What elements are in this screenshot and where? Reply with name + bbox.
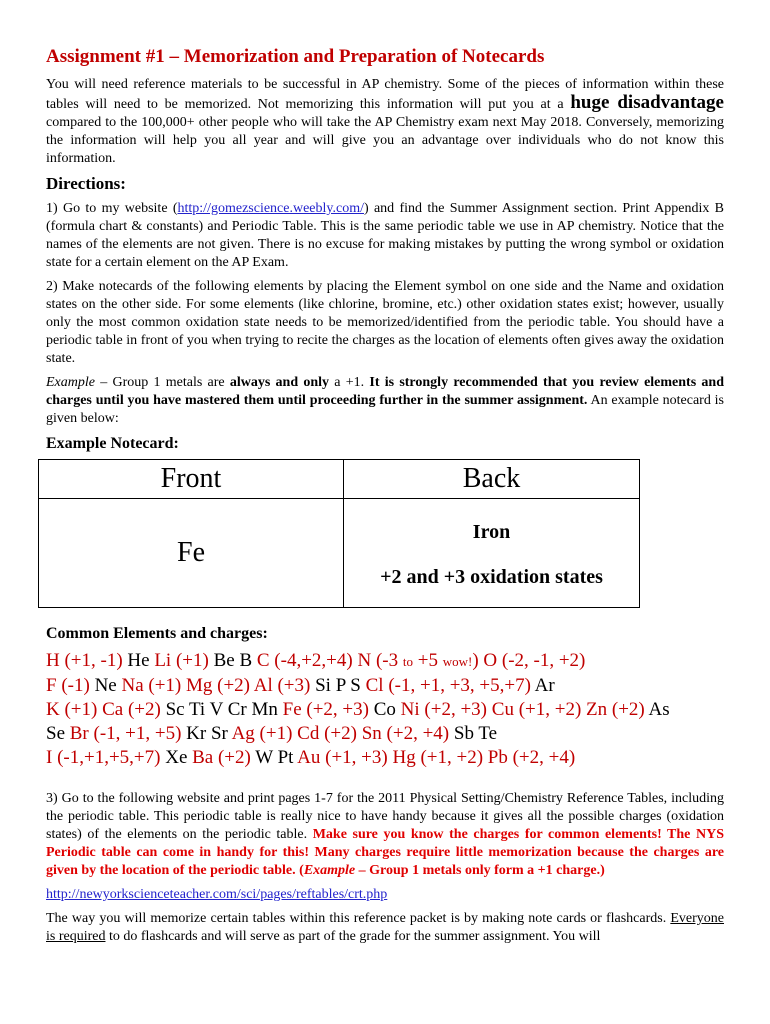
front-header: Front bbox=[39, 460, 344, 499]
element-segment: Li (+1) bbox=[154, 650, 209, 671]
intro-emphasis: huge disadvantage bbox=[570, 92, 724, 113]
element-segment: C (-4,+2,+4) bbox=[256, 650, 353, 671]
document-content bbox=[46, 46, 724, 952]
element-segment: ) bbox=[472, 650, 479, 671]
element-segment: Ni (+2, +3) bbox=[400, 699, 488, 720]
element-segment: Si P S bbox=[310, 675, 366, 696]
final-paragraph bbox=[46, 910, 724, 946]
final-text-2: to do flashcards and will serve as part of the grade for the summer assignment. You will bbox=[105, 929, 601, 944]
element-segment: H (+1, -1) bbox=[46, 650, 123, 671]
elements-line bbox=[46, 649, 724, 674]
back-oxidation-states: +2 and +3 oxidation states bbox=[380, 566, 603, 588]
element-segment: +5 bbox=[412, 650, 443, 671]
back-element-name: Iron bbox=[472, 521, 511, 543]
intro-paragraph bbox=[46, 76, 724, 168]
element-segment: Se bbox=[46, 723, 70, 744]
element-segment: W Pt bbox=[250, 747, 298, 768]
example-text-1: – Group 1 metals are bbox=[94, 375, 230, 390]
example-paragraph bbox=[46, 374, 724, 428]
element-segment: Cl (-1, +1, +3, +5,+7) bbox=[365, 675, 531, 696]
element-segment: wow! bbox=[442, 654, 473, 669]
nys-link-paragraph bbox=[46, 886, 724, 904]
elements-line bbox=[46, 746, 724, 770]
elements-list bbox=[46, 649, 724, 770]
element-segment: Hg (+1, +2) bbox=[392, 747, 484, 768]
elements-line bbox=[46, 722, 724, 746]
back-header: Back bbox=[344, 460, 640, 499]
element-segment: Kr Sr bbox=[181, 723, 232, 744]
step-3-paragraph bbox=[46, 790, 724, 880]
element-segment: Ca (+2) bbox=[102, 699, 161, 720]
directions-heading: Directions: bbox=[46, 174, 126, 193]
intro-text-2: compared to the 100,000+ other people who will take the AP Chemistry exam next May 2018. Conversely, memorizing the information will help you all year and will give you an advantage over individuals who do not know this information. bbox=[46, 115, 724, 166]
element-segment: Co bbox=[368, 699, 401, 720]
element-segment: to bbox=[402, 654, 413, 669]
page-title: Assignment #1 – Memorization and Preparation of Notecards bbox=[46, 46, 545, 67]
example-notecard-heading: Example Notecard: bbox=[46, 435, 179, 452]
element-segment: Ar bbox=[530, 675, 555, 696]
element-segment: Fe (+2, +3) bbox=[282, 699, 369, 720]
example-notecard-table bbox=[38, 459, 640, 608]
element-segment: Be B bbox=[208, 650, 257, 671]
element-segment: N (-3 bbox=[357, 650, 403, 671]
element-segment: He bbox=[122, 650, 155, 671]
element-segment: Sc Ti V Cr Mn bbox=[160, 699, 283, 720]
front-value-cell bbox=[39, 499, 344, 608]
step-2-paragraph: 2) Make notecards of the following elements by placing the Element symbol on one side and the Name and oxidation states on the other side. For some elements (like chlorine, bromine, etc.) other oxidation states exist; however, usually only the most common oxidation state needs to be memorized/identified from the periodic table. You should have a periodic table in front of you when trying to recite the charges as the location of elements often gives away the oxidation state. bbox=[46, 279, 724, 366]
example-text-2: a +1. bbox=[329, 375, 370, 390]
element-segment: Ag (+1) bbox=[231, 723, 293, 744]
step-3-red-text-1: Make sure you know the charges for common elements! The NYS Periodic table can come in handy for this! Many charges require little memorization because the charges are given by the location of the periodic table. ( bbox=[46, 827, 724, 878]
element-segment: Ne bbox=[89, 675, 122, 696]
element-segment: Al (+3) bbox=[253, 675, 311, 696]
element-segment: Br (-1, +1, +5) bbox=[69, 723, 182, 744]
element-segment: Na (+1) bbox=[121, 675, 182, 696]
element-segment: Xe bbox=[160, 747, 193, 768]
element-segment: Au (+1, +3) bbox=[297, 747, 388, 768]
element-segment: Mg (+2) bbox=[186, 675, 251, 696]
step-1-paragraph bbox=[46, 200, 724, 272]
element-segment: Pb (+2, +4) bbox=[487, 747, 576, 768]
front-value: Fe bbox=[177, 537, 205, 568]
step-1-text-2: ) and find the Summer Assignment section. Print Appendix B (formula chart & constants) and Periodic Table. This is the same periodic table we use in AP chemistry. Notice that the names of the elements are not given. There is no excuse for making mistakes by putting the wrong symbol or oxidation state for a certain element on the AP Exam. bbox=[46, 201, 724, 270]
element-segment: Sn (+2, +4) bbox=[361, 723, 450, 744]
website-link[interactable]: http://gomezscience.weebly.com/ bbox=[177, 201, 364, 216]
step-3-red-text-2: – Group 1 metals only form a +1 charge.) bbox=[355, 863, 605, 878]
final-underlined: Everyone is required bbox=[46, 911, 724, 944]
element-segment: F (-1) bbox=[46, 675, 90, 696]
common-elements-heading: Common Elements and charges: bbox=[46, 625, 268, 642]
elements-line bbox=[46, 674, 724, 698]
element-segment: As bbox=[644, 699, 670, 720]
element-segment: K (+1) bbox=[46, 699, 98, 720]
example-bold-2: It is strongly recommended that you review elements and charges until you have mastered them until proceeding further in the summer assignment. bbox=[46, 375, 724, 408]
step-3-text: 3) Go to the following website and print pages 1-7 for the 2011 Physical Setting/Chemistry Reference Tables, including the periodic table. This periodic table is really nice to have handy because it gives all the possible charges (oxidation states) of the elements on the periodic table. bbox=[46, 791, 724, 842]
element-segment: I (-1,+1,+5,+7) bbox=[46, 747, 161, 768]
intro-text-1: You will need reference materials to be successful in AP chemistry. Some of the pieces of information within these tables will need to be memorized. Not memorizing this information will put you at a bbox=[46, 77, 724, 112]
back-value-cell bbox=[344, 499, 640, 608]
step-1-text-1: 1) Go to my website ( bbox=[46, 201, 178, 216]
elements-line bbox=[46, 698, 724, 722]
nys-reference-link[interactable]: http://newyorkscienceteacher.com/sci/pages/reftables/crt.php bbox=[46, 887, 388, 902]
element-segment: Zn (+2) bbox=[586, 699, 645, 720]
example-text-3: An example notecard is given below: bbox=[46, 393, 724, 426]
element-segment: Cu (+1, +2) bbox=[491, 699, 582, 720]
element-segment: Sb Te bbox=[449, 723, 498, 744]
step-3-example-label: Example bbox=[303, 863, 356, 878]
final-text-1: The way you will memorize certain tables within this reference packet is by making note cards or flashcards. bbox=[46, 911, 671, 926]
element-segment: Cd (+2) bbox=[297, 723, 357, 744]
element-segment: Ba (+2) bbox=[192, 747, 251, 768]
example-label: Example bbox=[46, 375, 95, 390]
example-bold-1: always and only bbox=[229, 375, 330, 390]
element-segment: O (-2, -1, +2) bbox=[483, 650, 586, 671]
